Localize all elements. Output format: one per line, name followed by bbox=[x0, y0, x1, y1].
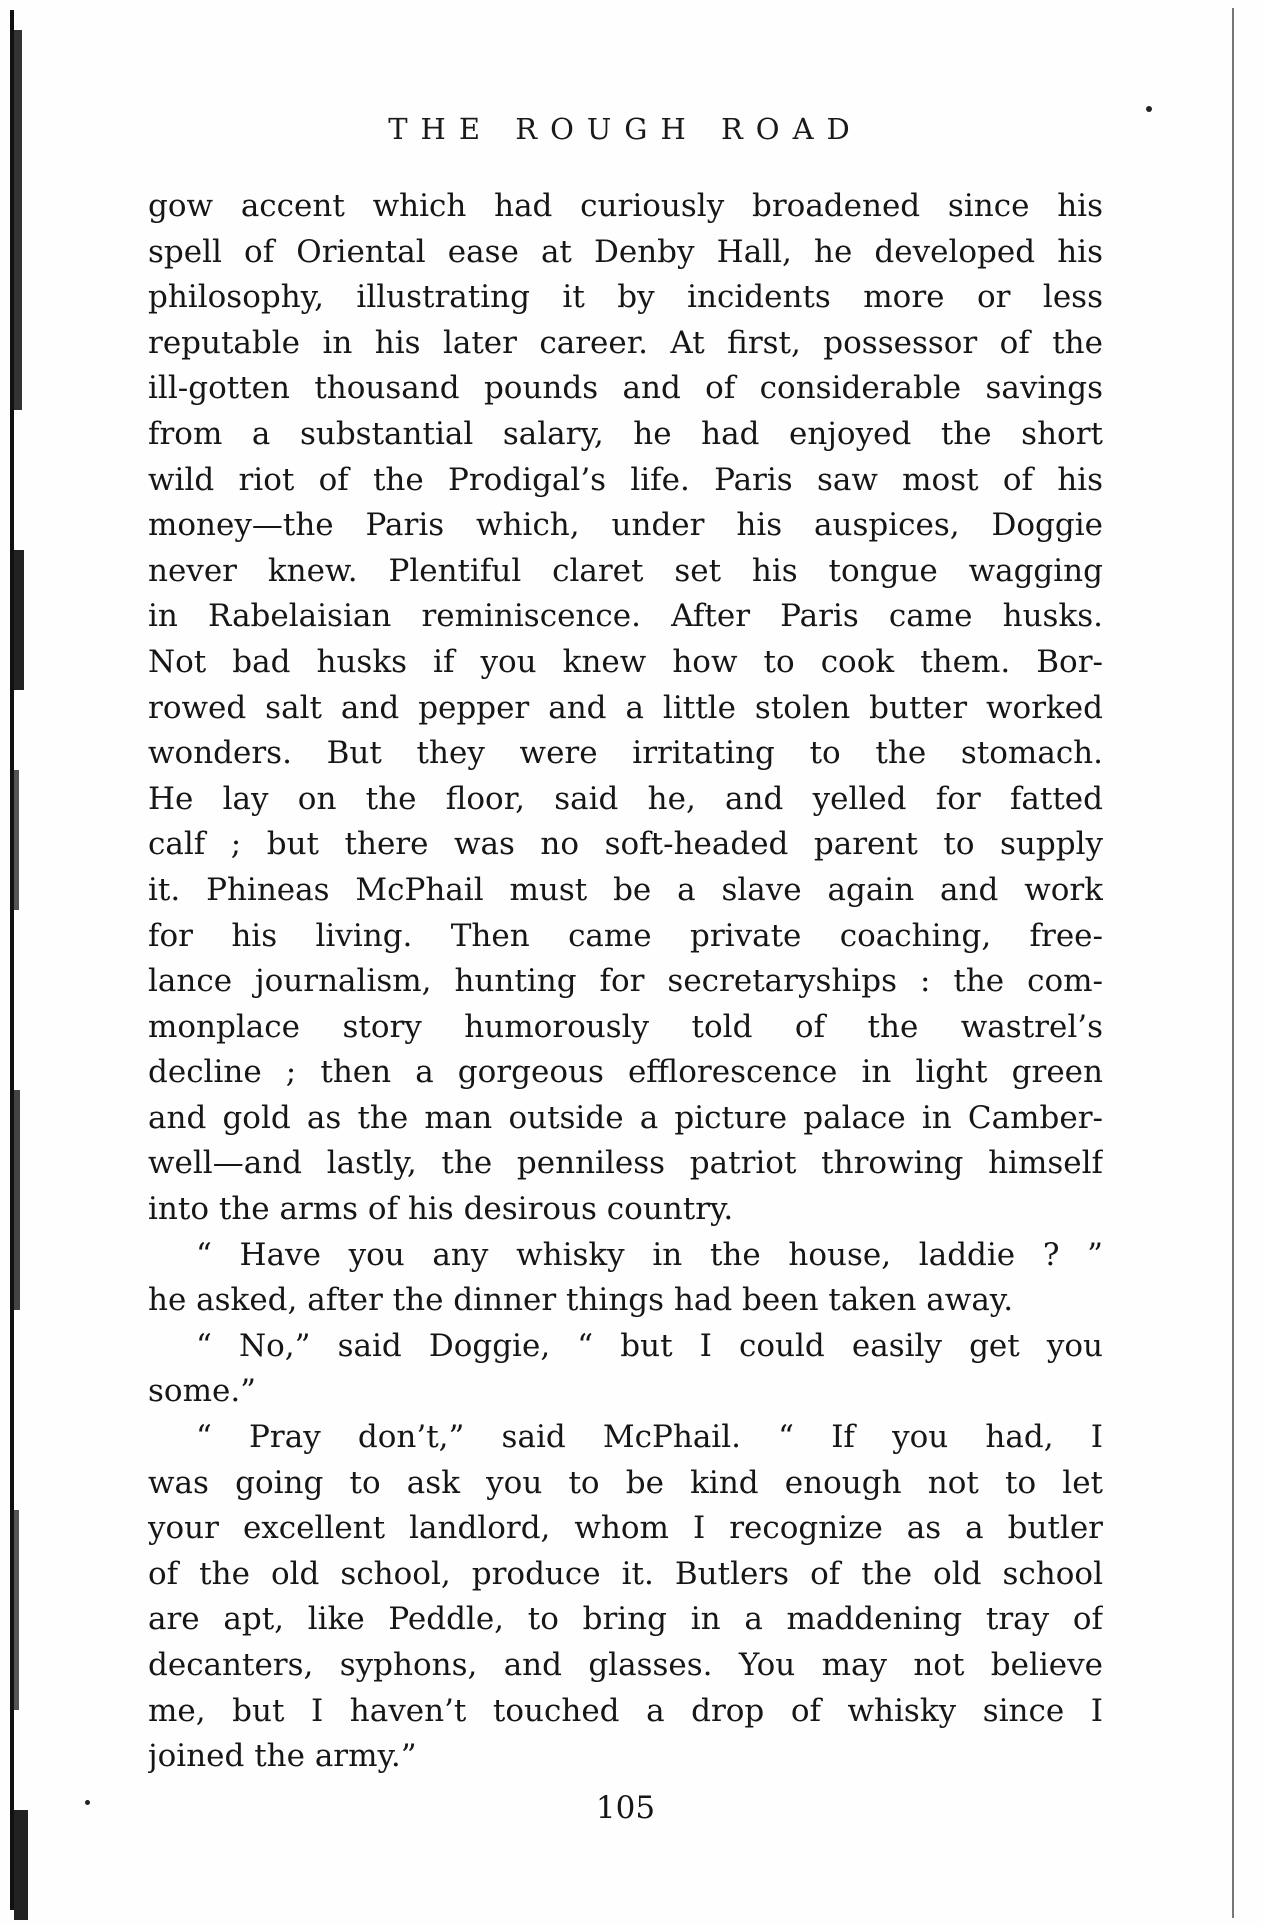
text-line: lance journalism, hunting for secretaryships : the com- bbox=[148, 963, 1103, 1000]
page-number: 105 bbox=[595, 1790, 656, 1826]
text-line: monplace story humorously told of the wastrel’s bbox=[148, 1008, 1103, 1045]
text-line: “ Have you any whisky in the house, laddie ? ” bbox=[196, 1236, 1103, 1273]
text-line: gow accent which had curiously broadened since his bbox=[148, 188, 1103, 224]
text-line: never knew. Plentiful claret set his tongue wagging bbox=[148, 552, 1103, 589]
text-line: in Rabelaisian reminiscence. After Paris came husks. bbox=[148, 598, 1103, 635]
body-text bbox=[148, 184, 1103, 1780]
running-head: THE ROUGH ROAD bbox=[388, 112, 863, 146]
text-line: me, but I haven’t touched a drop of whisky since I bbox=[148, 1692, 1103, 1729]
text-line: some.” bbox=[148, 1373, 257, 1410]
text-line: spell of Oriental ease at Denby Hall, he developed his bbox=[148, 233, 1103, 270]
text-line: He lay on the floor, said he, and yelled for fatted bbox=[148, 780, 1103, 817]
text-line: Not bad husks if you knew how to cook them. Bor- bbox=[148, 643, 1103, 680]
scan-speck bbox=[85, 1800, 90, 1805]
text-line: for his living. Then came private coaching, free- bbox=[148, 917, 1103, 954]
text-line: and gold as the man outside a picture palace in Camber- bbox=[148, 1099, 1103, 1136]
binding-edge-shadow bbox=[6, 10, 26, 1925]
text-line: wild riot of the Prodigal’s life. Paris saw most of his bbox=[148, 461, 1103, 498]
text-line: of the old school, produce it. Butlers of the old school bbox=[148, 1555, 1103, 1592]
text-line: “ Pray don’t,” said McPhail. “ If you had, I bbox=[196, 1419, 1103, 1456]
text-line: money—the Paris which, under his auspices, Doggie bbox=[148, 507, 1103, 544]
text-line: philosophy, illustrating it by incidents more or less bbox=[148, 279, 1103, 316]
text-line: wonders. But they were irritating to the stomach. bbox=[148, 735, 1103, 772]
text-line: decanters, syphons, and glasses. You may not believe bbox=[148, 1647, 1103, 1683]
text-line: “ No,” said Doggie, “ but I could easily get you bbox=[196, 1327, 1103, 1364]
text-line: rowed salt and pepper and a little stolen butter worked bbox=[148, 689, 1103, 726]
text-line: was going to ask you to be kind enough not to let bbox=[148, 1464, 1103, 1501]
text-line: he asked, after the dinner things had been taken away. bbox=[148, 1282, 1014, 1319]
text-line: well—and lastly, the penniless patriot throwing himself bbox=[148, 1145, 1103, 1182]
text-line: are apt, like Peddle, to bring in a maddening tray of bbox=[148, 1601, 1103, 1638]
text-line: decline ; then a gorgeous efflorescence in light green bbox=[148, 1054, 1103, 1091]
page-edge-line bbox=[1232, 8, 1234, 1918]
text-line: ill-gotten thousand pounds and of considerable savings bbox=[148, 370, 1103, 407]
text-line: joined the army.” bbox=[148, 1738, 417, 1775]
text-line: from a substantial salary, he had enjoyed the short bbox=[148, 415, 1103, 452]
text-line: calf ; but there was no soft-headed parent to supply bbox=[148, 826, 1103, 863]
scan-speck bbox=[1146, 106, 1152, 112]
text-line: reputable in his later career. At first, possessor of the bbox=[148, 324, 1103, 361]
text-line: it. Phineas McPhail must be a slave again and work bbox=[148, 871, 1103, 908]
text-line: into the arms of his desirous country. bbox=[148, 1191, 734, 1228]
text-line: your excellent landlord, whom I recognize as a butler bbox=[148, 1510, 1103, 1547]
